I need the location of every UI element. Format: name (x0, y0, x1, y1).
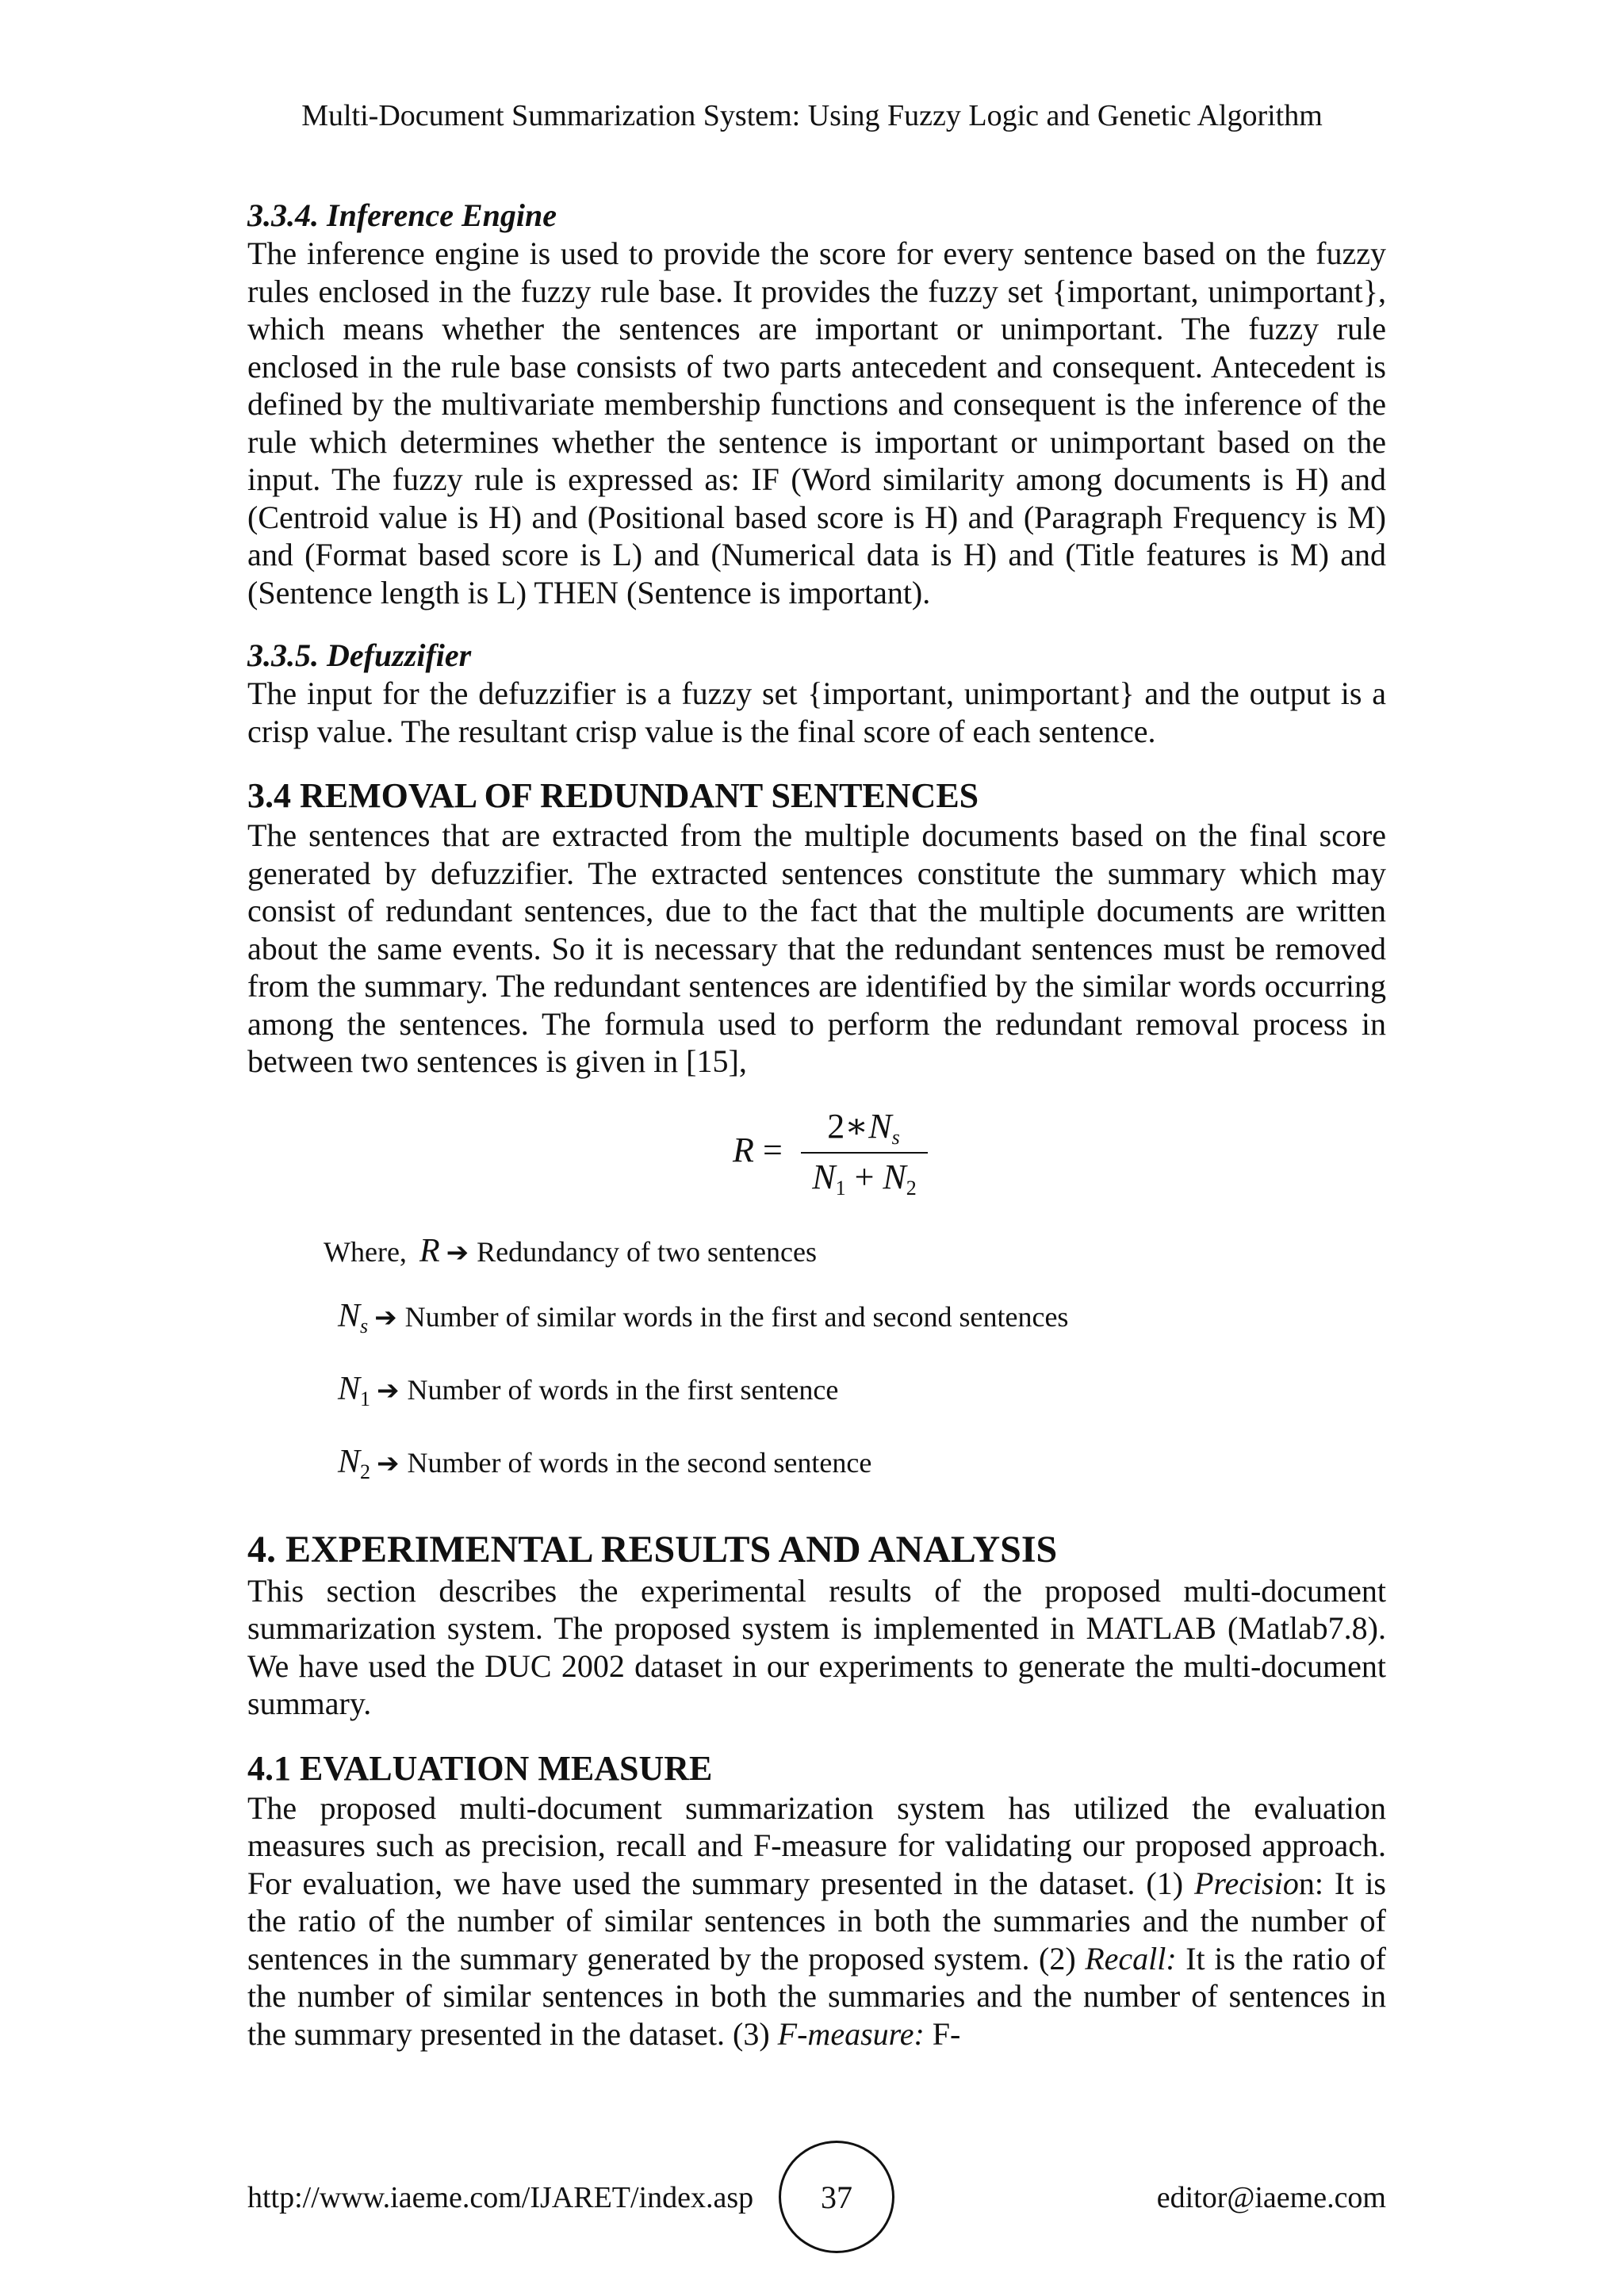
definition-symbol: R (419, 1232, 440, 1269)
formula-equals: = (763, 1130, 783, 1169)
fraction-bar (801, 1152, 928, 1154)
definition-row (338, 1371, 1386, 1444)
page-footer (247, 2141, 1386, 2260)
arrow-icon: ➔ (377, 1374, 400, 1406)
heading-experimental-results: 4. EXPERIMENTAL RESULTS AND ANALYSIS (247, 1528, 1058, 1571)
term-precision: Precisio (1194, 1865, 1299, 1901)
heading-inference-engine: 3.3.4. Inference Engine (247, 197, 557, 233)
arrow-icon: ➔ (446, 1236, 469, 1269)
paragraph-inference-engine: The inference engine is used to provide the score for every sentence based on the fuzzy rules enclosed in the fuzzy rule base. It provides the fuzzy set {important, unimportant}, which means whether the sentences are important or unimportant. The fuzzy rule enclosed in the rule base consists of two parts antecedent and consequent. Antecedent is defined by the multivariate membership functions and consequent is the inference of the rule which determines whether the sentence is important or unimportant based on the input. The fuzzy rule is expressed as: IF (Word similarity among documents is H) and (Centroid value is H) and (Positional based score is H) and (Paragraph Frequency is M) and (Format based score is L) and (Numerical data is H) and (Title features is M) and (Sentence length is L) THEN (Sentence is important). (247, 235, 1386, 610)
definition-text: Number of words in the first sentence (407, 1373, 839, 1406)
redundancy-formula (247, 1108, 1386, 1209)
definition-row (338, 1444, 1386, 1517)
footer-url-link[interactable]: http://www.iaeme.com/IJARET/index.asp (247, 2181, 754, 2214)
definition-text: Number of similar words in the first and second sentences (404, 1300, 1069, 1333)
where-label: Where, (324, 1235, 407, 1268)
heading-evaluation-measure: 4.1 EVALUATION MEASURE (247, 1748, 713, 1788)
running-head: Multi-Document Summarization System: Using Fuzzy Logic and Genetic Algorithm (301, 99, 1323, 132)
definition-symbol: $N_1$ (338, 1370, 371, 1410)
definition-text: Redundancy of two sentences (477, 1235, 817, 1268)
paragraph-experimental-results: This section describes the experimental results of the proposed multi-document summarization system. The proposed system is implemented in MATLAB (Matlab7.8). We have used the DUC 2002 dataset in our experiments to generate the multi-document summary. (247, 1572, 1386, 1721)
definition-symbol: $N_2$ (338, 1443, 371, 1483)
variable-definitions (324, 1233, 1386, 1517)
paragraph-defuzzifier: The input for the defuzzifier is a fuzzy set {important, unimportant} and the output is a crisp value. The resultant crisp value is the final score of each sentence. (247, 675, 1386, 749)
formula-numerator: $2∗N_s$ (827, 1106, 900, 1149)
paragraph-evaluation-measure: The proposed multi-document summarization system has utilized the evaluation measures such as precision, recall and F-measure for validating our proposed approach. For evaluation, we have used the summary presented in the dataset. (1) Precision: It is the ratio of the number of similar sentences in both the summaries and the number of sentences in the summary generated by the proposed system. (2) Recall: It is the ratio of the number of similar sentences in both the summaries and the number of sentences in the summary presented in the dataset. (3) F-measure: F- (247, 1789, 1387, 2052)
footer-email-link[interactable]: editor@iaeme.com (1156, 2181, 1386, 2214)
paragraph-removal-redundant: The sentences that are extracted from the multiple documents based on the final score generated by defuzzifier. The extracted sentences constitute the summary which may consist of redundant sentences, due to the fact that the multiple documents are written about the same events. So it is necessary that the redundant sentences must be removed from the summary. The redundant sentences are identified by the similar words occurring among the sentences. The formula used to perform the redundant removal process in between two sentences is given in [15], (247, 817, 1386, 1079)
term-f-measure: F-measure: (777, 2015, 925, 2052)
formula-denominator: $N_1 + N_2$ (812, 1157, 917, 1200)
definition-text: Number of words in the second sentence (407, 1446, 872, 1479)
term-recall: Recall: (1085, 1940, 1177, 1976)
heading-defuzzifier: 3.3.5. Defuzzifier (247, 637, 472, 673)
arrow-icon: ➔ (374, 1301, 397, 1334)
arrow-icon: ➔ (377, 1447, 400, 1479)
page-body (247, 197, 1386, 2053)
page-number: 37 (779, 2141, 894, 2253)
definition-symbol: $N_s$ (338, 1297, 369, 1337)
definition-row (338, 1298, 1386, 1371)
definition-row (324, 1233, 1386, 1298)
formula-lhs: R (733, 1130, 754, 1169)
heading-removal-redundant: 3.4 REMOVAL OF REDUNDANT SENTENCES (247, 776, 979, 815)
